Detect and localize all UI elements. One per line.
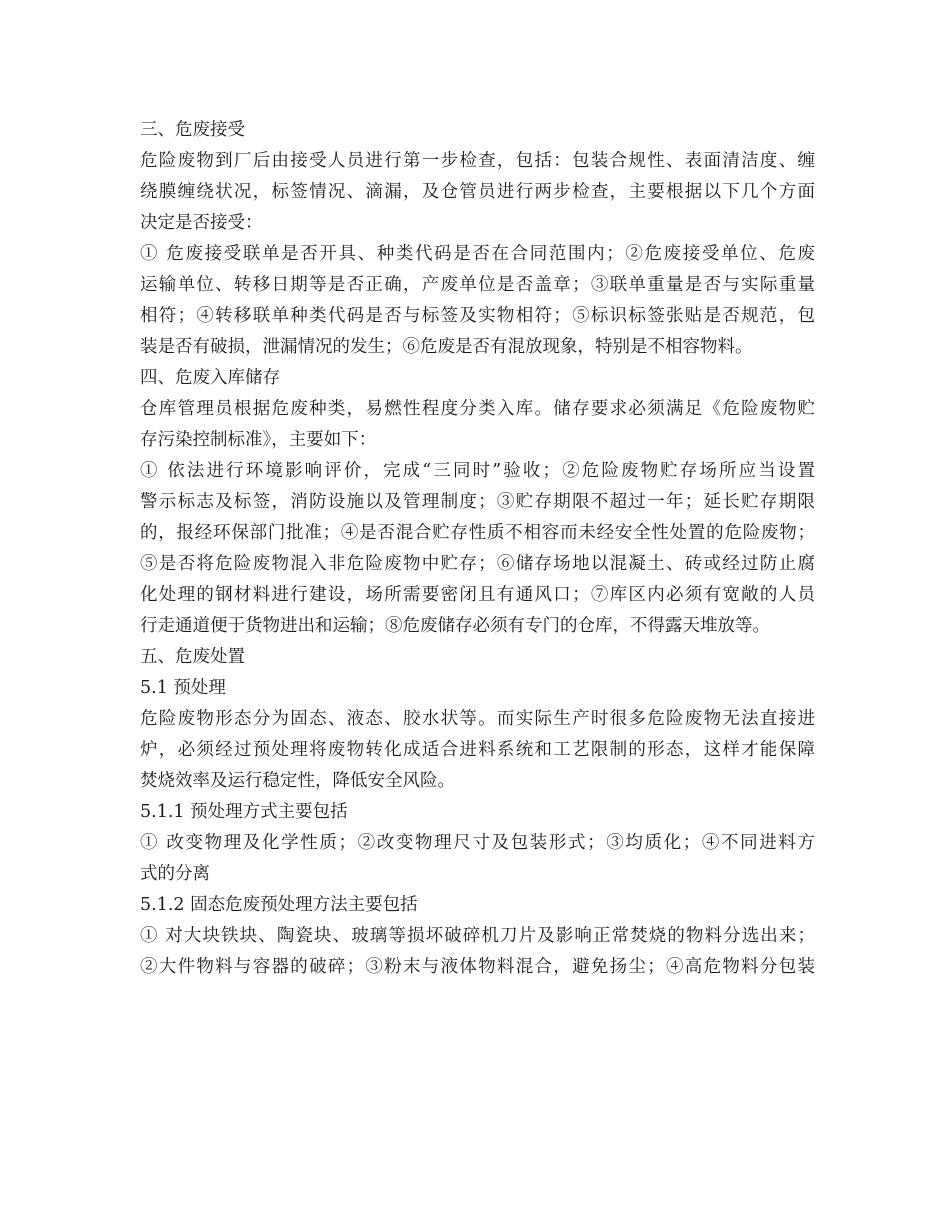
text-line: 行走通道便于货物进出和运输；⑧危废储存必须有专门的仓库，不得露天堆放等。 [140,616,770,636]
text-line: 危险废物形态分为固态、液态、胶水状等。而实际生产时很多危险废物无法直接进 [140,709,815,729]
document-body [140,115,815,983]
text-line: 式的分离 [140,864,210,884]
text-line: 运输单位、转移日期等是否正确，产废单位是否盖章；③联单重量是否与实际重量 [140,275,815,295]
text-line: 5.1 预处理 [140,678,226,698]
text-line: ① 对大块铁块、陶瓷块、玻璃等损坏破碎机刀片及影响正常焚烧的物料分选出来； [140,926,815,946]
text-line: ① 改变物理及化学性质；②改变物理尺寸及包装形式；③均质化；④不同进料方 [140,833,815,853]
text-line: 五、危废处置 [140,647,245,667]
text-line: 5.1.2 固态危废预处理方法主要包括 [140,895,418,915]
text-line: 三、危废接受 [140,120,245,140]
text-line: 绕膜缠绕状况，标签情况、滴漏，及仓管员进行两步检查，主要根据以下几个方面 [140,182,815,202]
text-line: ① 危废接受联单是否开具、种类代码是否在合同范围内；②危废接受单位、危废 [140,244,815,264]
text-line: 化处理的钢材料进行建设，场所需要密闭且有通风口；⑦库区内必须有宽敞的人员 [140,585,815,605]
text-line: 警示标志及标签，消防设施以及管理制度；③贮存期限不超过一年；延长贮存期限 [140,492,815,512]
text-line: 炉，必须经过预处理将废物转化成适合进料系统和工艺限制的形态，这样才能保障 [140,740,815,760]
text-line: 存污染控制标准》，主要如下： [140,430,377,450]
text-line: ②大件物料与容器的破碎；③粉末与液体物料混合，避免扬尘；④高危物料分包装 [140,957,815,977]
text-line: 仓库管理员根据危废种类，易燃性程度分类入库。储存要求必须满足《危险废物贮 [140,399,815,419]
text-line: 焚烧效率及运行稳定性，降低安全风险。 [140,771,455,791]
text-line: 相符；④转移联单种类代码是否与标签及实物相符；⑤标识标签张贴是否规范，包 [140,306,815,326]
text-line: 的，报经环保部门批准；④是否混合贮存性质不相容而未经安全性处置的危险废物； [140,523,815,543]
text-line: ⑤是否将危险废物混入非危险废物中贮存；⑥储存场地以混凝土、砖或经过防止腐 [140,554,815,574]
text-line: ① 依法进行环境影响评价，完成“三同时”验收；②危险废物贮存场所应当设置 [140,461,815,481]
text-line: 决定是否接受： [140,213,263,233]
text-line: 四、危废入库储存 [140,368,280,388]
text-line: 装是否有破损，泄漏情况的发生；⑥危废是否有混放现象，特别是不相容物料。 [140,337,753,357]
text-line: 5.1.1 预处理方式主要包括 [140,802,348,822]
text-line: 危险废物到厂后由接受人员进行第一步检查，包括：包装合规性、表面清洁度、缠 [140,151,815,171]
